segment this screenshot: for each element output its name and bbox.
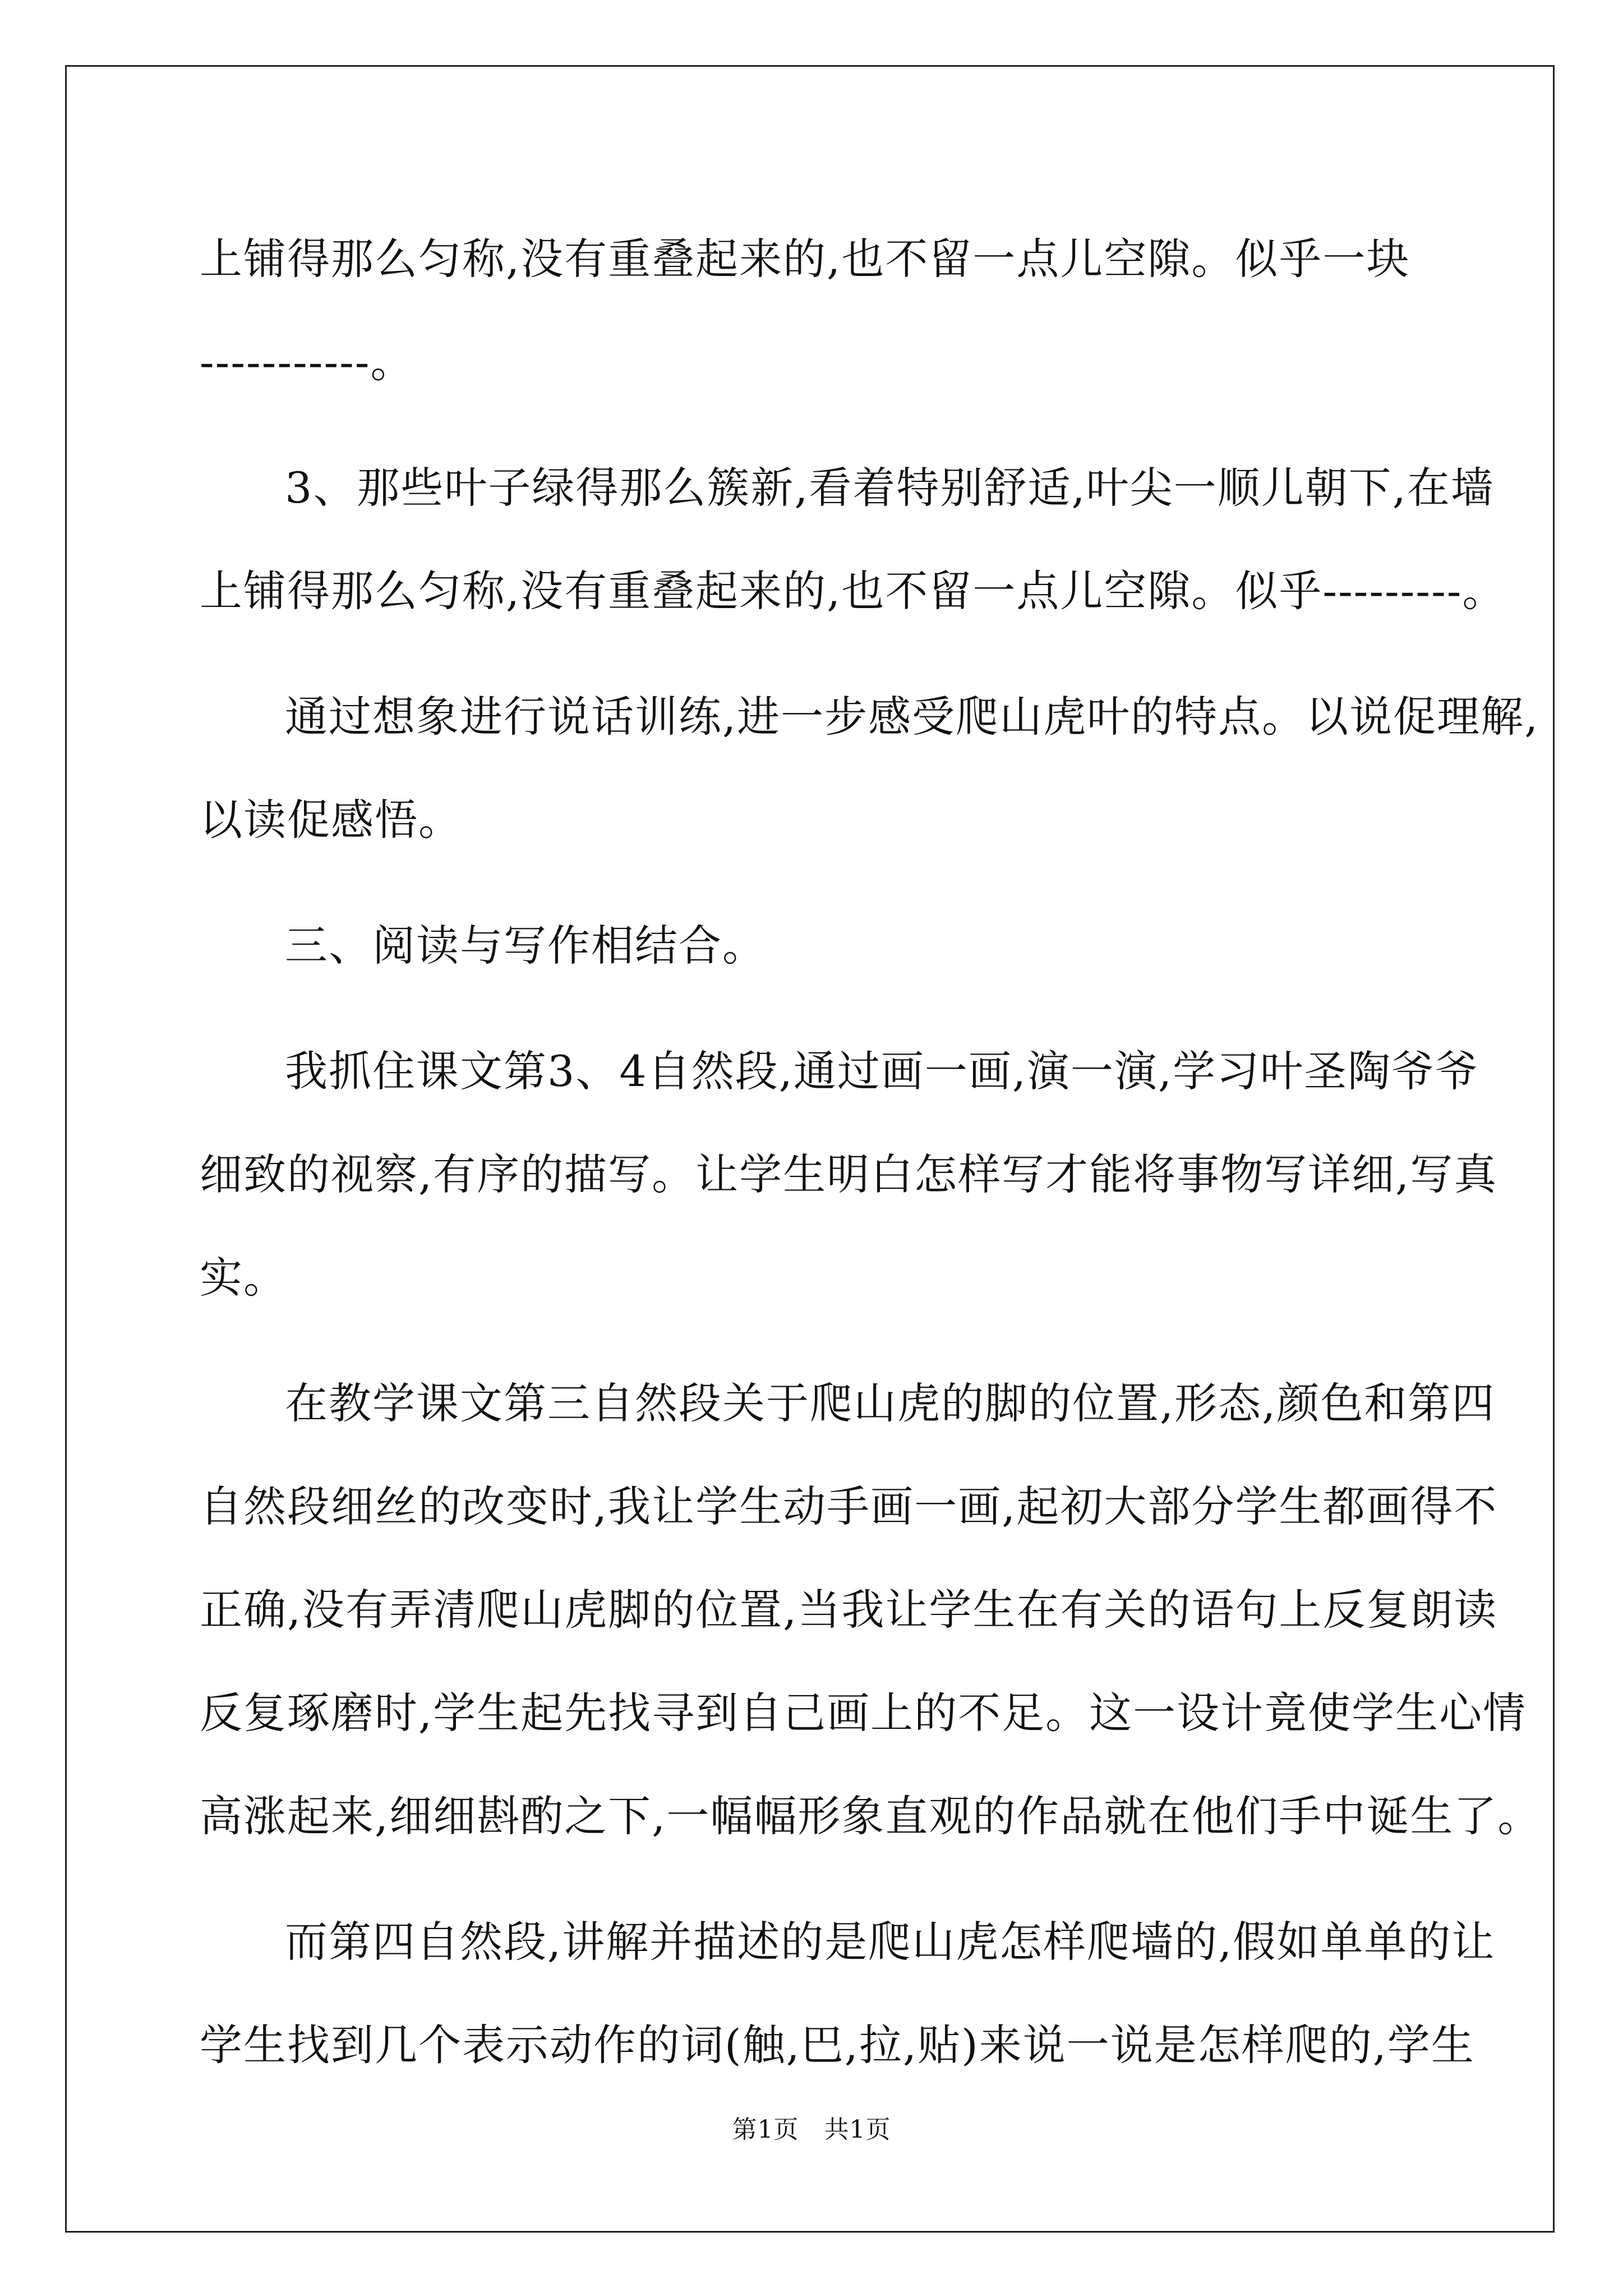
text-line: 上铺得那么匀称,没有重叠起来的,也不留一点儿空隙。似乎---------。	[200, 566, 1506, 616]
text-line: 在教学课文第三自然段关于爬山虎的脚的位置,形态,颜色和第四	[285, 1378, 1496, 1428]
document-body	[200, 208, 1542, 2097]
text-line: 实。	[200, 1253, 287, 1303]
text-line: 我抓住课文第3、4自然段,通过画一画,演一演,学习叶圣陶爷爷	[285, 1046, 1479, 1096]
text-line: 上铺得那么匀称,没有重叠起来的,也不留一点儿空隙。似乎一块	[200, 234, 1410, 284]
text-line: 3、那些叶子绿得那么簇新,看着特别舒适,叶尖一顺儿朝下,在墙	[285, 463, 1495, 513]
section-heading: 三、阅读与写作相结合。	[285, 921, 766, 970]
page-number: 第1页 共1页	[732, 2115, 891, 2144]
text-line: 通过想象进行说话训练,进一步感受爬山虎叶的特点。以说促理解,	[285, 692, 1539, 742]
text-line: 细致的视察,有序的描写。让学生明白怎样写才能将事物写详细,写真	[200, 1149, 1498, 1199]
text-line: 以读促感悟。	[200, 795, 462, 845]
text-line: 反复琢磨时,学生起先找寻到自己画上的不足。这一设计竟使学生心情	[200, 1688, 1527, 1738]
text-line: 而第四自然段,讲解并描述的是爬山虎怎样爬墙的,假如单单的让	[285, 1917, 1496, 1967]
text-line: 正确,没有弄清爬山虎脚的位置,当我让学生在有关的语句上反复朗读	[200, 1585, 1498, 1635]
text-line: 学生找到几个表示动作的词(触,巴,拉,贴)来说一说是怎样爬的,学生	[200, 2020, 1475, 2070]
text-line: -----------。	[200, 337, 414, 387]
text-line: 自然段细丝的改变时,我让学生动手画一画,起初大部分学生都画得不	[200, 1481, 1498, 1531]
text-line: 高涨起来,细细斟酌之下,一幅幅形象直观的作品就在他们手中诞生了。	[200, 1791, 1542, 1841]
